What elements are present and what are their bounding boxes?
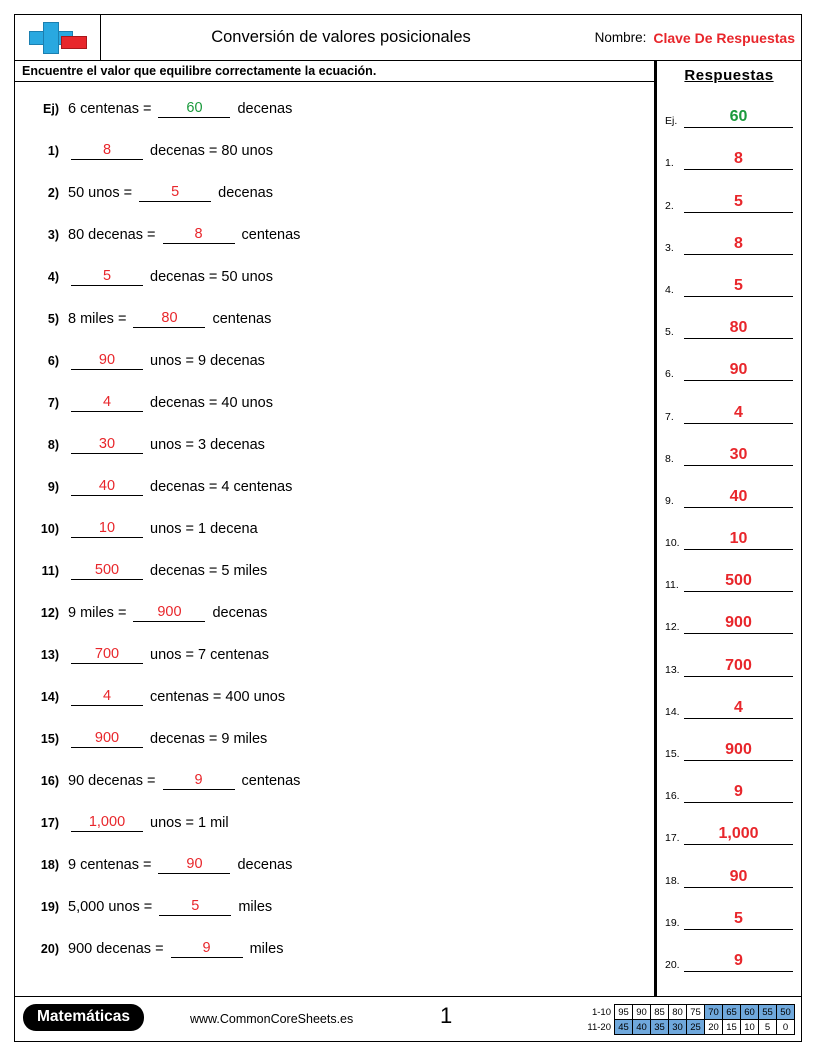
answer-value: 9 [734, 951, 743, 969]
answer-blank[interactable]: 5 [139, 185, 211, 202]
scale-cell: 35 [651, 1020, 669, 1035]
question-row [15, 508, 654, 550]
grading-scale-row-2 [581, 1020, 795, 1035]
answer-blank[interactable]: 4 [71, 689, 143, 706]
question-row [15, 340, 654, 382]
question-text-pre: 5,000 unos = [68, 899, 157, 915]
answer-key-list [657, 88, 801, 974]
page-number: 1 [440, 1003, 453, 1028]
answer-value: 8 [734, 150, 743, 168]
answer-label: 6. [665, 368, 674, 381]
scale-cell: 40 [633, 1020, 651, 1035]
answer-row [665, 552, 793, 594]
answer-blank[interactable]: 8 [163, 227, 235, 244]
question-number: 4) [47, 270, 59, 284]
answer-value: 700 [725, 656, 752, 674]
answer-value: 500 [725, 572, 752, 590]
answer-underline [684, 718, 793, 719]
page-title: Conversión de valores posicionales [211, 28, 471, 46]
answer-value: 900 [725, 614, 752, 632]
answer-value: 60 [729, 108, 748, 126]
answer-value: 900 [725, 741, 752, 758]
question-row [15, 676, 654, 718]
question-row [15, 130, 654, 172]
answer-row [665, 847, 793, 889]
scale-cell: 60 [741, 1005, 759, 1020]
answer-underline [684, 549, 793, 550]
answer-underline [684, 676, 793, 677]
answer-underline [684, 507, 793, 508]
answer-value: 1,000 [718, 825, 759, 843]
answer-underline [684, 338, 793, 339]
answer-underline [684, 127, 793, 128]
question-number: 8) [47, 438, 59, 452]
question-text-post: centenas [208, 311, 272, 327]
answer-underline [684, 633, 793, 634]
question-number: 18) [40, 858, 59, 872]
question-number: 14) [40, 690, 59, 704]
answer-label: 20. [665, 958, 680, 971]
answer-blank[interactable]: 9 [163, 773, 235, 790]
logo-cell [15, 15, 101, 60]
answer-row [665, 299, 793, 341]
question-text-pre: 50 unos = [68, 185, 137, 201]
answer-label: 4. [665, 283, 674, 296]
question-row [15, 424, 654, 466]
question-row [15, 634, 654, 676]
question-text-post: decenas = 4 centenas [146, 479, 293, 495]
answer-row [665, 88, 793, 130]
answer-underline [684, 760, 793, 761]
answer-underline [684, 296, 793, 297]
question-row [15, 760, 654, 802]
answer-blank[interactable]: 60 [158, 101, 230, 118]
question-row [15, 802, 654, 844]
answer-key-title: Respuestas [684, 67, 774, 84]
question-row [15, 886, 654, 928]
answer-row [665, 341, 793, 383]
answer-label: 16. [665, 790, 680, 803]
answer-row [665, 679, 793, 721]
answer-label: 1. [665, 157, 674, 170]
answer-underline [684, 465, 793, 466]
scale-cell: 95 [615, 1005, 633, 1020]
question-number: 13) [40, 648, 59, 662]
answer-label: 18. [665, 874, 680, 887]
answer-blank[interactable]: 80 [133, 311, 205, 328]
question-text-post: miles [234, 899, 273, 915]
question-number: Ej) [43, 102, 59, 116]
question-text-post: miles [245, 941, 284, 957]
name-label: Nombre: [594, 30, 647, 45]
question-text-post: unos = 1 decena [146, 521, 258, 537]
scale-cell: 5 [759, 1020, 777, 1035]
question-text-post: decenas = 5 miles [146, 563, 268, 579]
question-row [15, 88, 654, 130]
question-number: 6) [47, 354, 59, 368]
question-number: 10) [40, 522, 59, 536]
answer-value: 30 [729, 445, 748, 463]
answer-label: 7. [665, 410, 674, 423]
header [15, 15, 801, 61]
question-row [15, 928, 654, 970]
footer [15, 996, 801, 1041]
answer-blank[interactable]: 5 [159, 899, 231, 916]
answer-underline [684, 887, 793, 888]
question-text-post: decenas [233, 857, 293, 873]
question-number: 5) [47, 312, 59, 326]
answer-label: 17. [665, 832, 680, 845]
answer-row [665, 383, 793, 425]
answer-label: 15. [665, 748, 680, 760]
question-text-post: unos = 3 decenas [146, 437, 265, 453]
answer-value: 90 [729, 361, 748, 379]
answer-underline [684, 844, 793, 845]
answer-row [665, 172, 793, 214]
instructions: Encuentre el valor que equilibre correctamente la ecuación. [15, 61, 655, 82]
question-text-post: unos = 9 decenas [146, 353, 265, 369]
answer-row [665, 890, 793, 932]
answer-underline [684, 802, 793, 803]
answer-label: 11. [665, 579, 679, 592]
question-number: 12) [40, 606, 59, 620]
answer-label: 5. [665, 326, 674, 339]
worksheet-border [14, 14, 802, 1042]
question-text-pre: 900 decenas = [68, 941, 168, 957]
answer-value: 4 [734, 403, 743, 421]
answer-label: 2. [665, 199, 674, 212]
answer-row [665, 805, 793, 847]
scale-row-label: 1-10 [591, 1006, 611, 1018]
question-row [15, 382, 654, 424]
question-text-post: centenas = 400 unos [146, 689, 286, 705]
answer-blank[interactable]: 90 [71, 353, 143, 370]
question-number: 3) [47, 228, 59, 242]
question-row [15, 592, 654, 634]
answer-value: 8 [734, 234, 743, 252]
question-text-post: decenas = 40 unos [146, 395, 273, 411]
question-number: 20) [40, 942, 59, 956]
scale-cell: 85 [651, 1005, 669, 1020]
question-row [15, 172, 654, 214]
answer-blank[interactable]: 40 [71, 479, 143, 496]
answer-blank[interactable]: 900 [71, 731, 143, 748]
question-row [15, 214, 654, 256]
answer-blank[interactable]: 8 [71, 143, 143, 160]
answer-label: 9. [665, 494, 674, 507]
answer-row [665, 468, 793, 510]
answer-value: 4 [734, 698, 743, 716]
scale-cell: 70 [705, 1005, 723, 1020]
scale-cell: 25 [687, 1020, 705, 1035]
commoncoresheets-logo-icon [29, 22, 87, 54]
answer-blank[interactable]: 900 [133, 605, 205, 622]
scale-cell: 0 [777, 1020, 795, 1035]
answer-blank[interactable]: 500 [71, 563, 143, 580]
answer-underline [684, 971, 793, 972]
scale-cell: 20 [705, 1020, 723, 1035]
question-text-pre: 9 miles = [68, 605, 131, 621]
question-number: 15) [40, 732, 59, 746]
question-number: 7) [47, 396, 59, 410]
questions-list [15, 82, 654, 996]
answer-underline [684, 380, 793, 381]
answer-label: 19. [665, 916, 680, 929]
answer-row [665, 763, 793, 805]
question-text-pre: 6 centenas = [68, 101, 156, 117]
answer-row [665, 257, 793, 299]
name-value: Clave De Respuestas [653, 29, 795, 46]
answer-label: 13. [665, 663, 680, 676]
question-number: 1) [47, 144, 59, 158]
grading-scale-table [581, 1004, 795, 1035]
question-number: 19) [40, 900, 59, 914]
question-text-post: unos = 1 mil [146, 815, 229, 831]
answer-blank[interactable]: 9 [171, 941, 243, 958]
question-text-post: unos = 7 centenas [146, 647, 269, 663]
answer-blank[interactable]: 4 [71, 395, 143, 412]
answer-row [665, 130, 793, 172]
answer-underline [684, 591, 793, 592]
question-row [15, 298, 654, 340]
question-text-post: decenas [233, 101, 293, 117]
question-text-post: decenas [208, 605, 268, 621]
question-number: 16) [40, 774, 59, 788]
question-text-pre: 80 decenas = [68, 227, 160, 243]
question-text-pre: 8 miles = [68, 311, 131, 327]
scale-cell: 80 [669, 1005, 687, 1020]
answer-blank[interactable]: 5 [71, 269, 143, 286]
question-text-pre: 9 centenas = [68, 857, 156, 873]
answer-label: 10. [665, 537, 680, 550]
answer-row [665, 932, 793, 974]
answer-row [665, 510, 793, 552]
name-field-group [595, 15, 795, 60]
answer-row [665, 721, 793, 763]
answer-row [665, 426, 793, 468]
answer-blank[interactable]: 700 [71, 647, 143, 664]
answer-row [665, 594, 793, 636]
answer-label: 14. [665, 705, 680, 718]
scale-cell: 15 [723, 1020, 741, 1035]
question-text-pre: 90 decenas = [68, 773, 160, 789]
answer-key-panel [657, 61, 801, 996]
answer-label: 3. [665, 241, 674, 254]
scale-cell: 45 [615, 1020, 633, 1035]
answer-value: 80 [729, 319, 748, 337]
scale-cell: 50 [777, 1005, 795, 1020]
answer-blank[interactable]: 1,000 [71, 815, 143, 832]
scale-cell: 10 [741, 1020, 759, 1035]
answer-underline [684, 929, 793, 930]
question-text-post: decenas = 50 unos [146, 269, 273, 285]
answer-value: 5 [734, 276, 743, 294]
question-row [15, 718, 654, 760]
scale-row-label: 11-20 [587, 1021, 611, 1033]
question-text-post: decenas [214, 185, 273, 201]
question-text-post: centenas [237, 773, 301, 789]
answer-underline [684, 169, 793, 170]
question-row [15, 256, 654, 298]
website-url: www.CommonCoreSheets.es [190, 1012, 354, 1026]
question-text-post: decenas = 9 miles [146, 731, 268, 747]
question-number: 2) [47, 186, 59, 200]
grading-scale-row-1 [581, 1005, 795, 1020]
question-row [15, 466, 654, 508]
answer-value: 90 [729, 867, 748, 885]
answer-value: 10 [729, 530, 748, 548]
answer-row [665, 215, 793, 257]
answer-underline [684, 254, 793, 255]
scale-cell: 75 [687, 1005, 705, 1020]
question-row [15, 844, 654, 886]
answer-underline [684, 423, 793, 424]
answer-underline [684, 212, 793, 213]
question-number: 11) [41, 564, 59, 578]
answer-value: 40 [729, 487, 748, 505]
answer-value: 5 [734, 909, 743, 927]
scale-cell: 55 [759, 1005, 777, 1020]
question-text-post: centenas [237, 227, 301, 243]
answer-label: 12. [665, 621, 680, 634]
answer-label: 8. [665, 452, 674, 465]
answer-blank[interactable]: 10 [71, 521, 143, 538]
answer-label: Ej. [665, 115, 678, 128]
subject-badge: Matemáticas [23, 1004, 144, 1031]
scale-cell: 65 [723, 1005, 741, 1020]
question-number: 9) [47, 480, 59, 494]
scale-cell: 30 [669, 1020, 687, 1035]
answer-value: 5 [734, 192, 743, 210]
question-number: 17) [40, 816, 59, 830]
question-row [15, 550, 654, 592]
answer-value: 9 [734, 783, 743, 801]
question-text-post: decenas = 80 unos [146, 143, 273, 159]
scale-cell: 90 [633, 1005, 651, 1020]
answer-row [665, 636, 793, 678]
answer-blank[interactable]: 90 [158, 857, 230, 874]
answer-blank[interactable]: 30 [71, 437, 143, 454]
